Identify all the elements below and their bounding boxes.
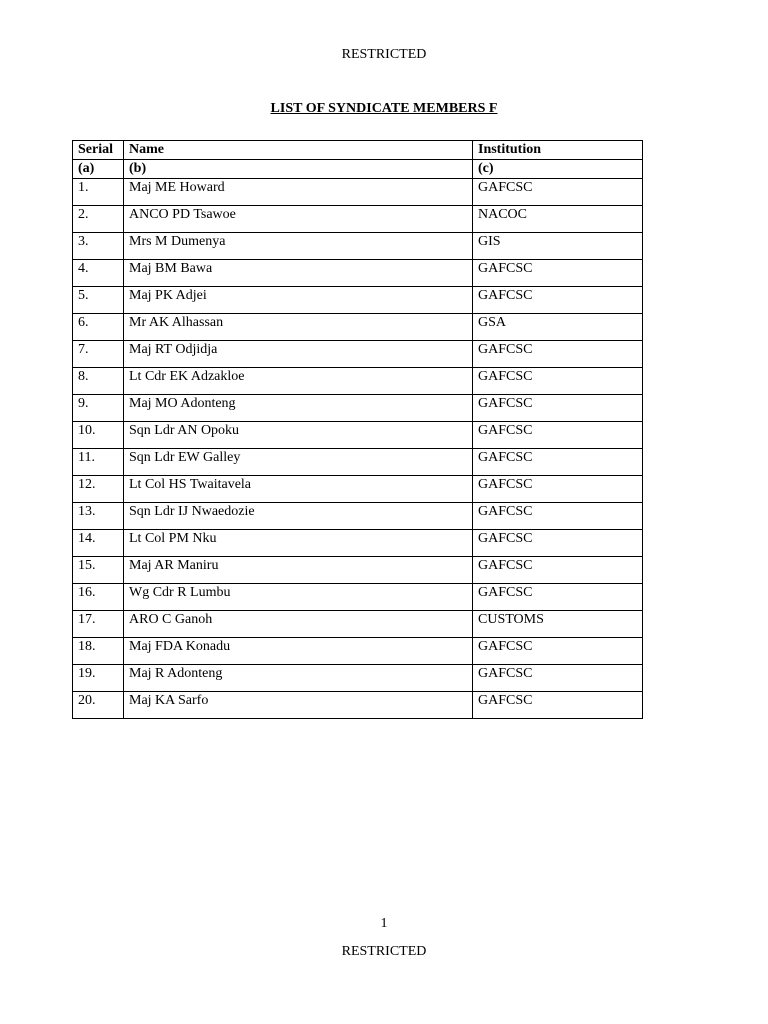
cell-institution: GAFCSC (473, 692, 643, 719)
cell-institution: GIS (473, 233, 643, 260)
table-row (73, 395, 643, 422)
cell-serial: 7. (73, 341, 124, 368)
cell-serial: 13. (73, 503, 124, 530)
cell-serial: 11. (73, 449, 124, 476)
cell-institution: GAFCSC (473, 665, 643, 692)
table-row (73, 611, 643, 638)
cell-serial: 14. (73, 530, 124, 557)
subheader-serial: (a) (73, 160, 124, 179)
cell-name: Maj FDA Konadu (124, 638, 473, 665)
cell-serial: 10. (73, 422, 124, 449)
header-serial: Serial (73, 141, 124, 160)
cell-serial: 15. (73, 557, 124, 584)
cell-name: Sqn Ldr AN Opoku (124, 422, 473, 449)
cell-name: ARO C Ganoh (124, 611, 473, 638)
cell-name: Maj RT Odjidja (124, 341, 473, 368)
cell-institution: GAFCSC (473, 260, 643, 287)
table-row (73, 449, 643, 476)
cell-serial: 17. (73, 611, 124, 638)
cell-name: Maj MO Adonteng (124, 395, 473, 422)
subheader-institution: (c) (473, 160, 643, 179)
cell-institution: GAFCSC (473, 422, 643, 449)
document-title: LIST OF SYNDICATE MEMBERS F (270, 101, 498, 116)
cell-institution: NACOC (473, 206, 643, 233)
cell-serial: 16. (73, 584, 124, 611)
cell-institution: GAFCSC (473, 395, 643, 422)
cell-institution: GAFCSC (473, 368, 643, 395)
cell-name: Lt Col PM Nku (124, 530, 473, 557)
cell-institution: GAFCSC (473, 476, 643, 503)
cell-name: Sqn Ldr IJ Nwaedozie (124, 503, 473, 530)
cell-serial: 8. (73, 368, 124, 395)
header-institution: Institution (473, 141, 643, 160)
table-row (73, 476, 643, 503)
cell-institution: GAFCSC (473, 287, 643, 314)
cell-serial: 3. (73, 233, 124, 260)
cell-name: Maj AR Maniru (124, 557, 473, 584)
cell-name: Lt Col HS Twaitavela (124, 476, 473, 503)
table-row (73, 206, 643, 233)
syndicate-members-table (72, 140, 643, 719)
cell-name: Maj BM Bawa (124, 260, 473, 287)
cell-serial: 6. (73, 314, 124, 341)
cell-serial: 19. (73, 665, 124, 692)
cell-name: Mr AK Alhassan (124, 314, 473, 341)
table-row (73, 179, 643, 206)
table-row (73, 314, 643, 341)
table-row (73, 260, 643, 287)
cell-institution: GSA (473, 314, 643, 341)
table-row (73, 233, 643, 260)
table-body (73, 179, 643, 719)
cell-name: Wg Cdr R Lumbu (124, 584, 473, 611)
table-row (73, 368, 643, 395)
cell-name: Maj R Adonteng (124, 665, 473, 692)
cell-institution: GAFCSC (473, 341, 643, 368)
table-row (73, 665, 643, 692)
table-row (73, 422, 643, 449)
table-subheader-row (73, 160, 643, 179)
cell-serial: 18. (73, 638, 124, 665)
table-header-row (73, 141, 643, 160)
table-row (73, 692, 643, 719)
cell-serial: 20. (73, 692, 124, 719)
subheader-name: (b) (124, 160, 473, 179)
table-row (73, 341, 643, 368)
cell-name: Maj KA Sarfo (124, 692, 473, 719)
cell-institution: GAFCSC (473, 638, 643, 665)
cell-name: Mrs M Dumenya (124, 233, 473, 260)
page-number: 1 (380, 916, 388, 931)
cell-name: Sqn Ldr EW Galley (124, 449, 473, 476)
cell-name: Maj PK Adjei (124, 287, 473, 314)
table-row (73, 584, 643, 611)
table-row (73, 638, 643, 665)
cell-serial: 9. (73, 395, 124, 422)
cell-institution: GAFCSC (473, 449, 643, 476)
table-row (73, 503, 643, 530)
cell-institution: GAFCSC (473, 179, 643, 206)
cell-serial: 12. (73, 476, 124, 503)
cell-institution: CUSTOMS (473, 611, 643, 638)
cell-name: ANCO PD Tsawoe (124, 206, 473, 233)
header-classification: RESTRICTED (341, 47, 427, 62)
cell-serial: 2. (73, 206, 124, 233)
cell-institution: GAFCSC (473, 530, 643, 557)
cell-serial: 1. (73, 179, 124, 206)
table-row (73, 557, 643, 584)
cell-name: Maj ME Howard (124, 179, 473, 206)
header-name: Name (124, 141, 473, 160)
cell-serial: 5. (73, 287, 124, 314)
cell-institution: GAFCSC (473, 557, 643, 584)
cell-serial: 4. (73, 260, 124, 287)
cell-institution: GAFCSC (473, 503, 643, 530)
table-row (73, 530, 643, 557)
cell-name: Lt Cdr EK Adzakloe (124, 368, 473, 395)
table-row (73, 287, 643, 314)
footer-classification: RESTRICTED (341, 944, 427, 959)
cell-institution: GAFCSC (473, 584, 643, 611)
